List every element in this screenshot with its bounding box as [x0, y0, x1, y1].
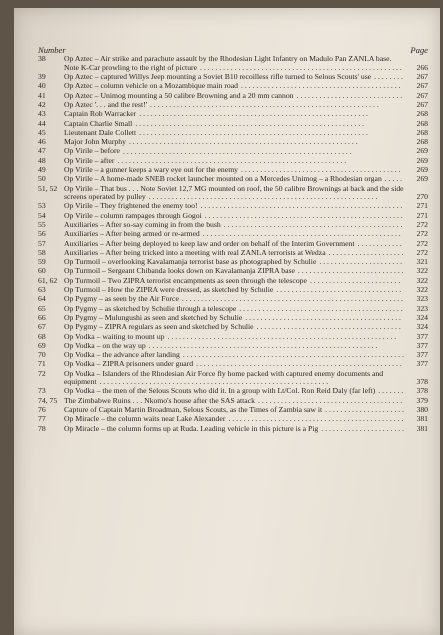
entry-caption — [64, 425, 428, 433]
dot-leader: . . . . . . . . — [374, 73, 403, 82]
entry-page-number: 271 — [416, 201, 428, 211]
entry-text: Auxiliaries – After so-say coming in from the bush — [64, 219, 221, 229]
list-item — [38, 305, 428, 313]
entry-number: 43 — [38, 109, 46, 119]
entry-number: 74, 75 — [38, 395, 58, 405]
entry-number: 44 — [38, 118, 46, 128]
entry-number: 50 — [38, 174, 46, 184]
entry-text: Op Aztec – column vehicle on a Mozambique main road — [64, 81, 238, 91]
entry-caption — [64, 157, 428, 165]
page-column-label: Page — [410, 45, 428, 55]
entry-number: 57 — [38, 238, 46, 248]
entry-text: Op Virile – a gunner keeps a wary eye out for the enemy — [64, 165, 239, 175]
list-item — [38, 323, 428, 331]
entry-number: 77 — [38, 414, 46, 424]
dot-leader: . . . . . . . . . . . . . . . . . . . . . . . . . . . . . . . . . . . . . . . . . . . . . . . . . . . . . . . . . . . . — [148, 341, 378, 350]
entry-text: Op Pygmy – Mulungushi as seen and sketched by Schulie — [64, 312, 243, 322]
entry-caption — [64, 387, 428, 395]
entry-number: 60 — [38, 266, 46, 276]
entry-page-number: 377 — [416, 331, 428, 341]
entry-caption — [64, 342, 428, 350]
list-item — [38, 342, 428, 350]
entry-page-number: 272 — [416, 238, 428, 248]
entry-number: 78 — [38, 423, 46, 433]
entry-page-number: 323 — [416, 303, 428, 313]
entry-page-number: 268 — [416, 109, 428, 119]
dot-leader: . . . . . . . . . . . . . . . . . . . . . . . . . . . . . . . . . . . . . . . . . . . . . . . . . . . . . . . . . . — [181, 295, 403, 304]
entry-page-number: 380 — [416, 405, 428, 415]
dot-leader: . . . . . . . . . . . . . . . . . . . . . . . . . . . . . . . . . . . . . . . . . . . . . . . . . . . . . — [200, 63, 402, 72]
entry-text: Op Vodka – the men of the Selous Scouts who did it. In a group with Lt/Col. Ron Reid Daly (far left) — [64, 386, 376, 396]
dot-leader: . . . . . . . . . . . . . . . . . . . . . . . . . . . . . . . . . . . . . . . . . . . . . . . . . . . . . . . . . . . . — [150, 101, 379, 110]
entry-caption — [64, 82, 428, 90]
entry-text: Op Turmoil – Sergeant Chibanda looks down on Kavalamanja ZIPRA base — [64, 266, 295, 276]
dot-leader: . . . . . . . . . . . . . . . . . . . . . . . . . . . . . . . . . . . . . . . . . . . . . . . . . . . . . . . . . . . . — [167, 332, 397, 341]
entry-text: Op Vodka – Islanders of the Rhodesian Air Force fly home packed with captured enemy documents and equipment — [64, 368, 384, 387]
entry-page-number: 269 — [416, 146, 428, 156]
entry-text: Op Turmoil – Two ZIPRA terrorist encampments as seen through the telescope — [64, 275, 307, 285]
entry-text: Auxiliaries – After being tricked into a meeting with real ZANLA terrorists at Wedza — [64, 247, 326, 257]
entry-number: 66 — [38, 312, 46, 322]
entry-number: 55 — [38, 219, 46, 229]
entry-page-number: 379 — [416, 395, 428, 405]
entry-text: Op Aztec – Unimog mounting a 50 calibre Browning and a 20 mm cannon — [64, 90, 294, 100]
dot-leader: . . . . . . . . . . . . . . . . . . . . . . . . . . . . . . . . . . . . . . — [257, 396, 403, 405]
dot-leader: . . . . . . . . . . . . . . . . . . . . . . . . . . . . . . . . . . . . . . — [256, 323, 401, 332]
dot-leader: . . . . . . . . . . . . . . . . . . . . . . . . . . . . . . . . . . . . . . . . . . . . . . . . . . . . . . . . . . . . — [122, 147, 352, 156]
entry-page-number: 267 — [416, 90, 428, 100]
entry-page-number: 266 — [416, 62, 428, 72]
entry-text: Op Aztec – Air strike and parachute assault by the Rhodesian Light Infantry on Madulo Pan ZANLA base. Note K-Car prowling to the right of picture — [64, 54, 392, 72]
entry-number: 39 — [38, 72, 46, 82]
dot-leader: . . . . . . . — [378, 387, 404, 396]
entry-page-number: 268 — [416, 137, 428, 147]
entry-page-number: 271 — [416, 210, 428, 220]
entry-text: Auxiliaries – After being armed or re-armed — [64, 229, 200, 239]
entry-caption — [64, 230, 428, 238]
entry-page-number: 378 — [416, 377, 428, 387]
dot-leader: . . . . . — [384, 175, 403, 184]
entry-caption — [64, 92, 428, 100]
entry-text: Op Vodka – on the way up — [64, 340, 146, 350]
dot-leader: . . . . . . . . . . . . — [357, 239, 402, 248]
entry-caption — [64, 147, 428, 155]
list-item — [38, 230, 428, 238]
entry-page-number: 268 — [416, 127, 428, 137]
dot-leader: . . . . . . . . . . . . . . . . . . . . . . . . . . . . . . . . . . . . . . . . . . . . . . . . . . . . . . . . . . . . — [139, 110, 368, 119]
entry-number: 72 — [38, 368, 46, 378]
entry-text: Captain Charlie Small — [64, 118, 133, 128]
list-item — [38, 397, 428, 405]
entry-number: 71 — [38, 359, 46, 369]
entry-page-number: 378 — [416, 386, 428, 396]
entry-number: 45 — [38, 127, 46, 137]
dot-leader: . . . . . . . . . . . . . . . . . . . . — [328, 248, 404, 257]
entry-text: Op Pygmy – ZIPRA regulars as seen and sketched by Schulie — [64, 322, 254, 332]
entry-text: Op Aztec – captured Willys Jeep mounting a Soviet B10 recoilless rifle turned to Selous Scouts' use — [64, 72, 372, 82]
dot-leader: . . . . . . . . . . . . . . . . . . . . . . . . . . . . . . . . . . . . . . . . . . . . . . . . . . . . . . . . . . . . — [99, 378, 329, 387]
entry-number: 47 — [38, 146, 46, 156]
list-item — [38, 387, 428, 395]
entry-page-number: 377 — [416, 340, 428, 350]
entry-page-number: 269 — [416, 155, 428, 165]
list-item — [38, 415, 428, 423]
entry-page-number: 322 — [416, 266, 428, 276]
dot-leader: . . . . . . . . . . . . . . . . . . . . . . . . . . . . . . . . . . . . . . . . . . . . . . . . . . . . . . . . . . . . — [139, 128, 368, 137]
entry-number: 46 — [38, 137, 46, 147]
entry-caption — [64, 120, 428, 128]
entry-number: 76 — [38, 405, 46, 415]
entry-page-number: 272 — [416, 229, 428, 239]
entry-text: Op Virile – column rampages through Gogoi — [64, 210, 202, 220]
entry-text: Op Pygmy – as seen by the Air Force — [64, 294, 179, 304]
dot-leader: . . . . . . . . . . . . . . . . . . . . . . . . . . . . . . . . . . . . . . . . . — [245, 313, 401, 322]
entry-number: 51, 52 — [38, 183, 58, 193]
entry-text: Lieutenant Dale Collett — [64, 127, 137, 137]
entry-text: Op Virile – That bus . . . Note Soviet 12,7 MG mounted on roof, the 50 calibre Brownings at back and the side screens operated by pulley — [64, 183, 404, 202]
entry-caption — [64, 175, 428, 183]
list-item — [38, 277, 428, 285]
list-item — [38, 92, 428, 100]
entry-text: Captain Rob Warracker — [64, 109, 137, 119]
entry-caption — [64, 240, 428, 248]
illustrations-list — [38, 46, 428, 434]
dot-leader: . . . . . . . . . . . . . . . . . . . . . . . . . . . . . . . . . . . . . . . . . . . . . . . . . . . . . . — [196, 360, 402, 369]
entry-text: Op Vodka – ZIPRA prisoners under guard — [64, 359, 194, 369]
entry-number: 49 — [38, 165, 46, 175]
dot-leader: . . . . . . . . . . . . . . . . . . . . . . — [321, 424, 404, 433]
entry-page-number: 324 — [416, 322, 428, 332]
entry-caption — [64, 212, 428, 220]
list-item — [38, 120, 428, 128]
list-item — [38, 82, 428, 90]
entry-page-number: 323 — [416, 294, 428, 304]
entry-number: 63 — [38, 285, 46, 295]
entry-text: Op Miracle – the column waits near Lake Alexander — [64, 414, 226, 424]
entry-number: 59 — [38, 257, 46, 267]
list-item — [38, 370, 428, 387]
entry-page-number: 267 — [416, 72, 428, 82]
entry-page-number: 272 — [416, 247, 428, 257]
entry-page-number: 381 — [416, 423, 428, 433]
list-item — [38, 147, 428, 155]
entry-text: Op Virile – A home-made SNEB rocket launcher mounted on a Mercedes Unimog – a Rhodesian organ — [64, 174, 382, 184]
entry-caption — [64, 295, 428, 303]
entry-page-number: 267 — [416, 100, 428, 109]
entry-caption — [64, 360, 428, 368]
entry-text: Capture of Captain Martin Broadman, Selous Scouts, as the Times of Zambia saw it — [64, 405, 323, 415]
entry-text: Op Virile – after — [64, 155, 115, 165]
entry-number: 53 — [38, 201, 46, 211]
dot-leader: . . . . . . . . . . . . . . . . . . . . . — [325, 406, 404, 415]
entry-caption — [64, 55, 428, 72]
entry-number: 40 — [38, 81, 46, 91]
entry-caption — [64, 415, 428, 423]
entry-caption — [64, 249, 428, 257]
entry-number: 54 — [38, 210, 46, 220]
list-item — [38, 333, 428, 341]
entry-page-number: 269 — [416, 165, 428, 175]
entry-text: Op Virile – before — [64, 146, 120, 156]
list-item — [38, 295, 428, 303]
entry-page-number: 377 — [416, 359, 428, 369]
entry-page-number: 377 — [416, 350, 428, 360]
dot-leader: . . . . . . . . . . . . . . . . . . . . . . . . . . . . . . . . . . . . . . . . . . . . . . . . . . . . — [202, 230, 401, 239]
entry-page-number: 272 — [416, 219, 428, 229]
dot-leader: . . . . . . . . . . . . . . . . . . . . . . . . . . . . . . . . . . . . . . . . . . . . . . . — [223, 220, 403, 229]
list-item — [38, 360, 428, 368]
entry-page-number: 268 — [416, 118, 428, 128]
entry-text: Op Vodka – the advance after landing — [64, 350, 180, 360]
list-item — [38, 267, 428, 275]
entry-page-number: 322 — [416, 285, 428, 295]
entry-caption — [64, 110, 428, 118]
entry-caption — [64, 323, 428, 331]
list-item — [38, 175, 428, 183]
list-item — [38, 212, 428, 220]
entry-number: 69 — [38, 340, 46, 350]
list-item — [38, 110, 428, 118]
number-column-label: Number — [38, 45, 66, 55]
entry-number: 68 — [38, 331, 46, 341]
entry-caption — [64, 397, 428, 405]
dot-leader: . . . . . . . . . . . . . . . . . . . . . . . . . . . . . . . . . . . . . . . . . . . — [239, 304, 403, 313]
dot-leader: . . . . . . . . . . . . . . . . . . . . . . . . . . . . . . . . . . . . . . . . . . . . . . . . . . . . . . . . . . — [182, 351, 404, 360]
dot-leader: . . . . . . . . . . . . . . . . . . . . . . . . . . . . . . . . . . . . . . . . . . . . . . . . . . . . . . . . . . . . — [128, 138, 358, 147]
entry-page-number: 381 — [416, 414, 428, 424]
entry-number: 61, 62 — [38, 275, 58, 285]
entry-text: Op Virile – They frightened the enemy too! — [64, 201, 198, 211]
entry-text: Op Pygmy – as sketched by Schulie through a telescope — [64, 303, 237, 313]
entry-text: Op Miracle – the column forms up at Ruda. Leading vehicle in this picture is a Pig — [64, 423, 319, 433]
list-item — [38, 157, 428, 165]
entry-caption — [64, 305, 428, 313]
entry-text: Op Vodka – waiting to mount up — [64, 331, 165, 341]
entry-page-number: 324 — [416, 312, 428, 322]
dot-leader: . . . . . . . . . . . . . . . . . . . . . . . . — [309, 276, 401, 285]
entry-number: 65 — [38, 303, 46, 313]
entry-caption — [64, 185, 428, 202]
entries-container — [38, 55, 428, 433]
entry-text: Auxiliaries – After being deployed to keep law and order on behalf of the Interim Government — [64, 238, 355, 248]
entry-number: 42 — [38, 100, 46, 109]
dot-leader: . . . . . . . . . . . . . . . . . . . . . . — [319, 258, 402, 267]
entry-text: Op Turmoil – How the ZIPRA were dressed, as sketched by Schulie — [64, 285, 274, 295]
dot-leader: . . . . . . . . . . . . . . . . . . . . . . . . . . . . . . . . . . . . . . . . . . . . . . . . . . . . . . . . . . . . — [135, 119, 365, 128]
entry-caption — [64, 277, 428, 285]
list-item — [38, 185, 428, 202]
entry-text: Op Turmoil – overlooking Kavalamanja terrorist base as photographed by Schulie — [64, 257, 317, 267]
entry-caption — [64, 370, 428, 387]
entry-number: 70 — [38, 350, 46, 360]
dot-leader: . . . . . . . . . . . . . . . . . . . . . . . . . . . . . . . . . . . . . . . . . . — [241, 166, 401, 175]
entry-number: 58 — [38, 247, 46, 257]
entry-number: 64 — [38, 294, 46, 304]
dot-leader: . . . . . . . . . . . . . . . . . . . . . . . . . . . . . . . . . . . . . . . . . . . . . . . . . . . . . — [200, 202, 403, 211]
entry-number: 73 — [38, 386, 46, 396]
list-item — [38, 202, 428, 210]
book-page — [14, 8, 440, 635]
dot-leader: . . . . . . . . . . . . . . . . . . . . . . . . . . . . . . . . . — [276, 286, 402, 295]
dot-leader: . . . . . . . . . . . . . . . . . . . . . . . . . . . . — [297, 267, 404, 276]
dot-leader: . . . . . . . . . . . . . . . . . . . . . . . . . . . . . . . . . . . . . . . . . . . . . . . . . . . . . . . . . . . . — [148, 193, 378, 202]
entry-number: 38 — [38, 54, 46, 64]
entry-number: 56 — [38, 229, 46, 239]
list-item — [38, 249, 428, 257]
list-item — [38, 55, 428, 72]
entry-caption — [64, 202, 428, 210]
entry-number: 41 — [38, 90, 46, 100]
dot-leader: . . . . . . . . . . . . . . . . . . . . . . . . . . . . — [296, 91, 403, 100]
dot-leader: . . . . . . . . . . . . . . . . . . . . . . . . . . . . . . . . . . . . . . . . . . . . . . — [228, 415, 404, 424]
list-item — [38, 240, 428, 248]
list-item — [38, 425, 428, 433]
dot-leader: . . . . . . . . . . . . . . . . . . . . . . . . . . . . . . . . . . . . . . . . . . — [240, 82, 401, 91]
entry-text: Major John Murphy — [64, 137, 126, 147]
dot-leader: . . . . . . . . . . . . . . . . . . . . . . . . . . . . . . . . . . . . . . . . . . . . . . . . . . . . — [204, 211, 403, 220]
entry-caption — [64, 267, 428, 275]
entry-page-number: 322 — [416, 275, 428, 285]
entry-page-number: 270 — [416, 192, 428, 202]
entry-number: 67 — [38, 322, 46, 332]
entry-page-number: 321 — [416, 257, 428, 267]
entry-page-number: 267 — [416, 81, 428, 91]
dot-leader: . . . . . . . . . . . . . . . . . . . . . . . . . . . . . . . . . . . . . . . . . . . . . . . . . . . . . . . . . . . . — [117, 156, 347, 165]
entry-page-number: 269 — [416, 174, 428, 184]
entry-caption — [64, 333, 428, 341]
entry-text: Op Aztec '. . . and the rest!' — [64, 100, 148, 109]
entry-number: 48 — [38, 155, 46, 165]
entry-text: The Zimbabwe Ruins . . . Nkomo's house after the SAS attack — [64, 395, 255, 405]
